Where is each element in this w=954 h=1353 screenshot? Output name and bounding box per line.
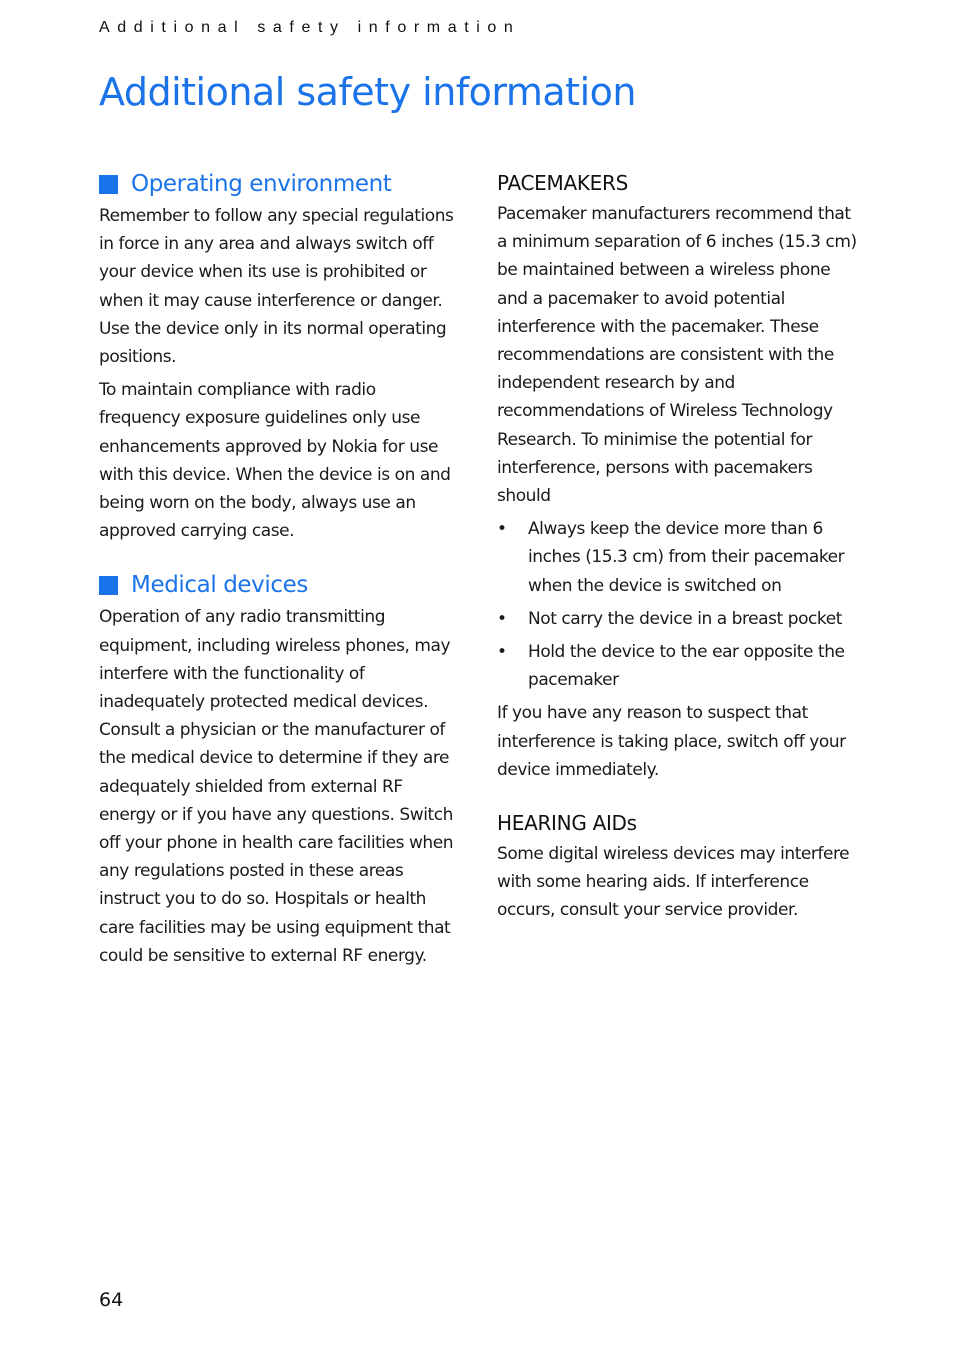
- hearing-aids-heading: HEARING AIDs: [497, 811, 637, 836]
- list-item: [497, 515, 857, 600]
- hearing-aids-paragraph: Some digital wireless devices may interfere with some hearing aids. If interference occurs, consult your service provider.: [497, 844, 850, 921]
- bullet-text: Always keep the device more than 6 inches (15.3 cm) from their pacemaker when the device is switched on: [528, 519, 845, 596]
- medical-devices-heading: [99, 567, 461, 603]
- hearing-aids-section: [497, 806, 857, 925]
- operating-environment-section: [99, 166, 461, 545]
- pacemakers-outro: If you have any reason to suspect that interference is taking place, switch off your device immediately.: [497, 703, 846, 780]
- list-item: [497, 605, 857, 633]
- medical-devices-paragraph: Operation of any radio transmitting equipment, including wireless phones, may interfere with the functionality of inadequately protected medical devices. Consult a physician or the manufacturer of the medical device to determine if they are adequately shielded from external RF energy or if you have any questions. Switch off your phone in health care facilities when any regulations posted in these areas instruct you to do so. Hospitals or health care facilities may be using equipment that could be sensitive to external RF energy.: [99, 607, 454, 966]
- operating-environment-paragraph-1: Remember to follow any special regulations in force in any area and always switch off your device when its use is prohibited or when it may cause interference or danger. Use the device only in its normal operating positions.: [99, 206, 454, 368]
- pacemakers-section: [497, 166, 857, 784]
- right-column: [497, 166, 857, 930]
- square-bullet-icon: [99, 175, 118, 194]
- running-header: Additional safety information: [99, 19, 521, 36]
- bullet-icon: •: [497, 519, 507, 540]
- pacemakers-heading: PACEMAKERS: [497, 171, 628, 195]
- operating-environment-paragraph-2: To maintain compliance with radio frequency exposure guidelines only use enhancements approved by Nokia for use with this device. When the device is on and being worn on the body, always use an approved carrying case.: [99, 380, 451, 542]
- operating-environment-heading: [99, 166, 461, 202]
- medical-devices-heading-text: Medical devices: [131, 572, 308, 599]
- operating-environment-heading-text: Operating environment: [131, 171, 392, 197]
- page-number: 64: [99, 1289, 124, 1311]
- bullet-text: Hold the device to the ear opposite the pacemaker: [528, 642, 845, 691]
- bullet-icon: •: [497, 642, 507, 663]
- bullet-text: Not carry the device in a breast pocket: [528, 608, 842, 629]
- list-item: [497, 638, 857, 694]
- bullet-icon: •: [497, 608, 507, 629]
- left-column: [99, 166, 461, 975]
- pacemakers-intro: Pacemaker manufacturers recommend that a minimum separation of 6 inches (15.3 cm) be maintained between a wireless phone and a pacemaker to avoid potential interference with the pacemaker. These recommendations are consistent with the independent research by and recommendations of Wireless Technology Research. To minimise the potential for interference, persons with pacemakers should: [497, 204, 857, 507]
- square-bullet-icon: [99, 576, 118, 595]
- medical-devices-section: [99, 567, 461, 970]
- pacemakers-bullet-list: [497, 515, 857, 694]
- page-title: Additional safety information: [99, 70, 636, 114]
